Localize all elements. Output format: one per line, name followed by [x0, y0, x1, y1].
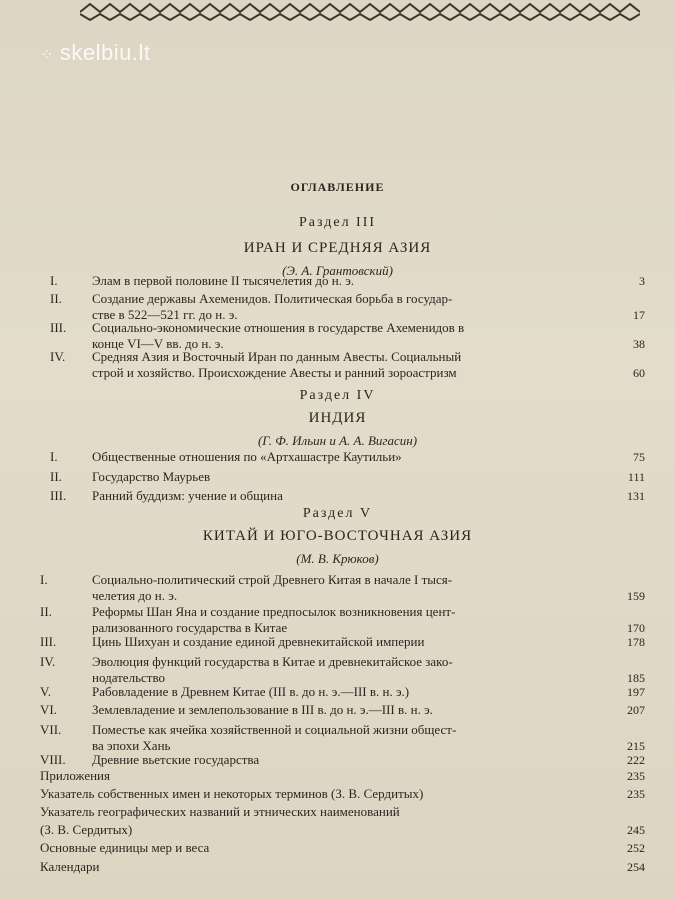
section-author: (М. В. Крюков)	[296, 551, 379, 566]
entry-page-number: 131	[627, 489, 645, 503]
section-author: (Г. Ф. Ильин и А. А. Вигасин)	[257, 433, 418, 448]
toc-entry	[40, 654, 645, 686]
appendix-entry	[40, 804, 645, 840]
appendix-title-line: Приложения	[40, 768, 110, 783]
entry-page-number: 38	[633, 337, 645, 351]
entry-title-line: Реформы Шан Яна и создание предпосылок возникновения цент-	[92, 604, 456, 619]
section-author: (Э. А. Грантовский)	[282, 263, 393, 278]
appendix-title-line: (З. В. Сердитых)	[40, 822, 133, 837]
entry-number: II.	[50, 469, 62, 484]
section-label: Раздел III	[298, 215, 377, 230]
toc-title: ОГЛАВЛЕНИЕ	[290, 180, 385, 194]
toc-entry	[40, 752, 645, 768]
entry-page-number: 3	[639, 274, 645, 288]
appendix-page-number: 235	[627, 769, 645, 783]
section-label: Раздел IV	[299, 388, 376, 403]
entry-number: VI.	[40, 702, 57, 717]
watermark: ⁘ skelbiu.lt	[40, 40, 151, 65]
entry-title-line: нодательство	[92, 670, 165, 685]
entry-title-line: рализованного государства в Китае	[92, 620, 288, 635]
entry-number: IV.	[50, 349, 66, 364]
watermark-dots-icon: ⁘	[40, 47, 54, 64]
appendix-page-number: 235	[627, 787, 645, 801]
entry-number: I.	[50, 273, 58, 288]
entry-title-line: Средняя Азия и Восточный Иран по данным Авесты. Социальный	[92, 349, 462, 364]
entry-page-number: 159	[627, 589, 645, 603]
appendix-title-line: Указатель собственных имен и некоторых терминов (З. В. Сердитых)	[40, 786, 424, 801]
toc-entry	[50, 469, 645, 485]
entry-title-line: строй и хозяйство. Происхождение Авесты и ранний зороастризм	[92, 365, 457, 380]
appendix-title-line: Основные единицы мер и веса	[40, 840, 210, 855]
entry-title-line: Эволюция функций государства в Китае и древнекитайское зако-	[92, 654, 453, 669]
toc-entry	[40, 634, 645, 650]
entry-number: III.	[40, 634, 57, 649]
entry-title-line: Социально-экономические отношения в государстве Ахеменидов в	[92, 320, 465, 335]
entry-title-line: Создание державы Ахеменидов. Политическая борьба в государ-	[92, 291, 453, 306]
entry-title-line: Ранний буддизм: учение и община	[92, 488, 283, 503]
entry-number: I.	[50, 449, 58, 464]
entry-page-number: 60	[633, 366, 645, 380]
appendix-entry	[40, 768, 645, 786]
entry-title-line: конце VI—V вв. до н. э.	[92, 336, 224, 351]
appendix-page-number: 245	[627, 823, 645, 837]
appendix-entry	[40, 840, 645, 858]
entry-title-line: Государство Маурьев	[92, 469, 211, 484]
toc-entry	[50, 320, 645, 352]
toc-entry	[50, 273, 645, 289]
entry-title-line: ва эпохи Хань	[92, 738, 171, 753]
entry-page-number: 178	[627, 635, 645, 649]
appendix-page-number: 252	[627, 841, 645, 855]
entry-page-number: 111	[627, 470, 645, 484]
appendix-title-line: Календари	[40, 859, 100, 874]
section-heading: ИРАН И СРЕДНЯЯ АЗИЯ	[243, 240, 432, 256]
entry-page-number: 185	[627, 671, 645, 685]
entry-page-number: 222	[627, 753, 645, 767]
entry-title-line: Общественные отношения по «Артхашастре Каутильи»	[92, 449, 402, 464]
entry-number: II.	[50, 291, 62, 306]
entry-page-number: 215	[627, 739, 645, 753]
section-heading: ИНДИЯ	[308, 410, 367, 426]
appendix-page-number: 254	[627, 860, 645, 874]
entry-page-number: 75	[633, 450, 645, 464]
entry-page-number: 197	[627, 685, 645, 699]
toc-entry	[50, 349, 645, 381]
appendix-title-line: Указатель географических названий и этнических наименований	[40, 804, 400, 819]
entry-title-line: стве в 522—521 гг. до н. э.	[92, 307, 238, 322]
entry-page-number: 170	[627, 621, 645, 635]
entry-title-line: Поместье как ячейка хозяйственной и социальной жизни общест-	[92, 722, 457, 737]
toc-entry	[40, 702, 645, 718]
entry-title-line: Землевладение и землепользование в III в. до н. э.—III в. н. э.	[92, 702, 433, 717]
entry-title-line: челетия до н. э.	[92, 588, 178, 603]
toc-entry	[40, 572, 645, 604]
entry-title-line: Рабовладение в Древнем Китае (III в. до н. э.—III в. н. э.)	[92, 684, 410, 699]
entry-number: II.	[40, 604, 52, 619]
section-heading: КИТАЙ И ЮГО-ВОСТОЧНАЯ АЗИЯ	[202, 528, 473, 544]
toc-entry	[40, 684, 645, 700]
toc-entry	[40, 604, 645, 636]
entry-page-number: 207	[627, 703, 645, 717]
toc-entry	[50, 488, 645, 504]
toc-entry	[40, 722, 645, 754]
entry-number: I.	[40, 572, 48, 587]
entry-number: VIII.	[40, 752, 66, 767]
toc-entry	[50, 449, 645, 465]
decorative-border	[80, 2, 640, 22]
appendix-entry	[40, 859, 645, 877]
entry-number: V.	[40, 684, 51, 699]
entry-number: III.	[50, 488, 67, 503]
appendix-entry	[40, 786, 645, 804]
section-label: Раздел V	[302, 506, 373, 521]
entry-title-line: Элам в первой половине II тысячелетия до н. э.	[92, 273, 355, 288]
entry-number: IV.	[40, 654, 56, 669]
entry-page-number: 17	[633, 308, 645, 322]
entry-title-line: Древние вьетские государства	[92, 752, 260, 767]
entry-title-line: Цинь Шихуан и создание единой древнекитайской империи	[92, 634, 425, 649]
entry-title-line: Социально-политический строй Древнего Китая в начале I тыся-	[92, 572, 453, 587]
toc-entry	[50, 291, 645, 323]
entry-number: VII.	[40, 722, 62, 737]
entry-number: III.	[50, 320, 67, 335]
